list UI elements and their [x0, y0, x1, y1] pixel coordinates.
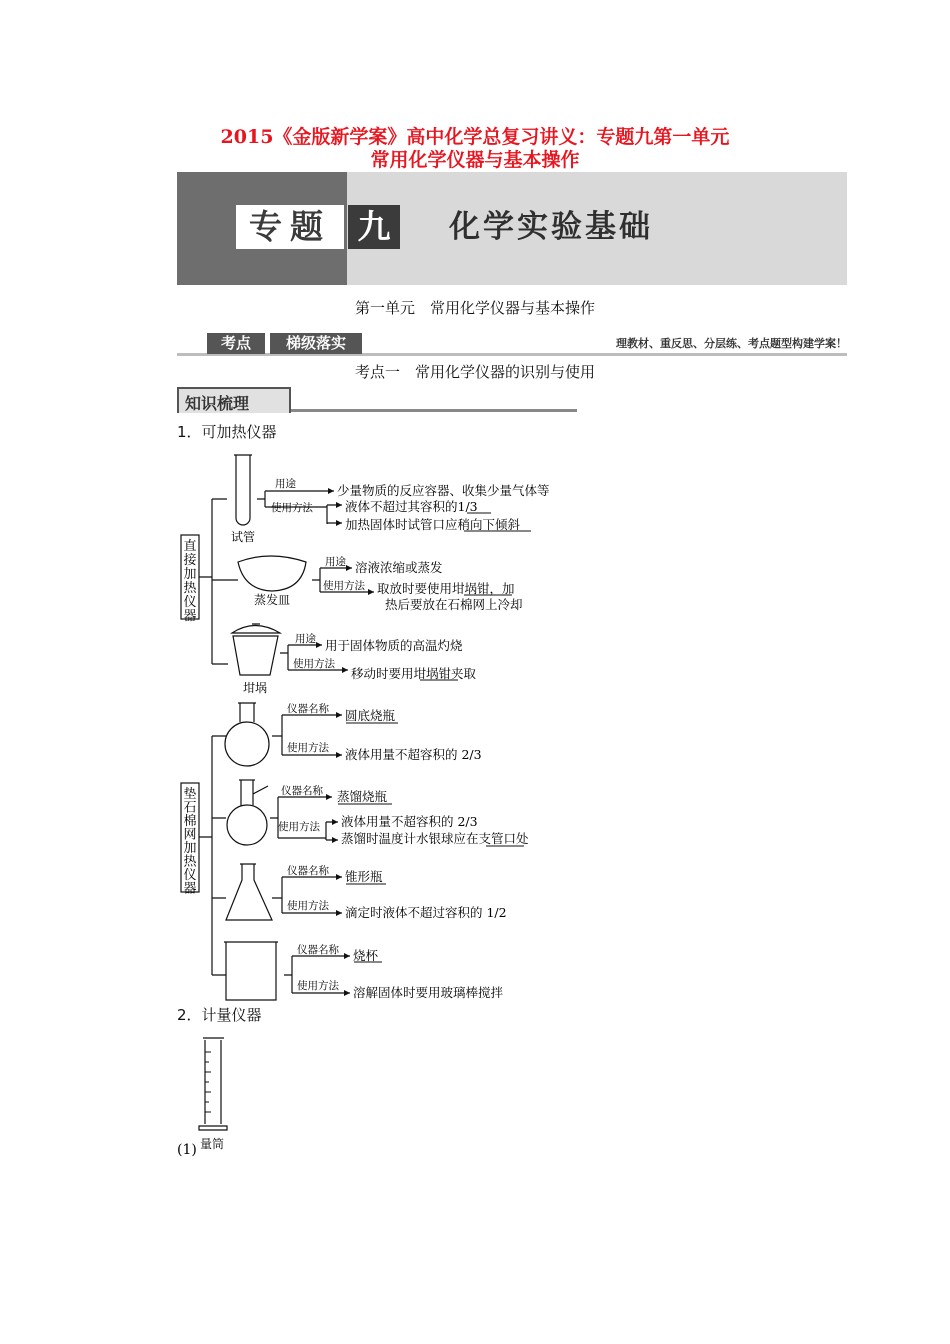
- dist-flask-method-1: 液体用量不超容积的 2/3: [341, 814, 478, 829]
- group2-char-3: 棉: [183, 814, 197, 829]
- dish-method-1: 取放时要使用坩埚钳，加: [377, 581, 515, 596]
- section-heating: 1．可加热仪器: [177, 423, 277, 441]
- beaker-method: 溶解固体时要用玻璃棒搅拌: [353, 985, 504, 1000]
- dish-method-label: 使用方法: [323, 580, 365, 592]
- beaker-name: 烧杯: [353, 948, 379, 963]
- kaodian-title: 考点一 常用化学仪器的识别与使用: [354, 363, 595, 381]
- group2-char-5: 加: [183, 841, 197, 856]
- rb-flask-name: 圆底烧瓶: [345, 708, 396, 723]
- group1-char-5: 仪: [183, 595, 197, 610]
- group1-char-4: 热: [183, 581, 197, 596]
- test-tube-use-label: 用途: [275, 478, 296, 490]
- distillation-flask-icon: [227, 780, 268, 845]
- tiji-tag: 梯级落实: [270, 333, 362, 354]
- group1-char-1: 直: [183, 539, 197, 554]
- dist-flask-name-label: 仪器名称: [281, 785, 323, 797]
- beaker-method-label: 使用方法: [297, 980, 339, 992]
- test-tube-name: 试管: [230, 530, 256, 544]
- erlenmeyer-name-label: 仪器名称: [287, 865, 329, 877]
- group2-char-4: 网: [183, 827, 197, 843]
- section-measuring: 2．计量仪器: [177, 1006, 262, 1024]
- dist-flask-method-2: 蒸馏时温度计水银球应在支管口处: [341, 831, 529, 846]
- erlenmeyer-method-label: 使用方法: [287, 900, 329, 912]
- evaporating-dish-icon: [238, 556, 306, 591]
- dish-use-label: 用途: [325, 556, 346, 568]
- rb-flask-method: 液体用量不超容积的 2/3: [345, 747, 482, 762]
- group2-char-8: 器: [183, 881, 197, 897]
- rb-flask-method-label: 使用方法: [287, 742, 329, 754]
- group1-char-2: 接: [183, 553, 197, 568]
- kaodian-tag: 考点: [207, 333, 265, 354]
- group1-char-6: 器: [183, 609, 197, 624]
- dish-use: 溶液浓缩或蒸发: [355, 560, 443, 575]
- crucible-use-label: 用途: [295, 633, 316, 645]
- crucible-use: 用于固体物质的高温灼烧: [325, 638, 463, 653]
- test-tube-method-2: 加热固体时试管口应稍向下倾斜: [345, 517, 521, 532]
- cylinder-name: 量筒: [200, 1137, 225, 1151]
- banner-chip-zhuanti: 专题: [236, 205, 344, 249]
- banner-title: 化学实验基础: [449, 209, 653, 245]
- round-flask-icon: [225, 703, 269, 766]
- dist-flask-name: 蒸馏烧瓶: [337, 789, 388, 804]
- group1-char-3: 加: [183, 567, 197, 582]
- dish-name: 蒸发皿: [253, 593, 291, 607]
- test-tube-method-1: 液体不超过其容积的1/3: [345, 499, 478, 514]
- unit-title: 第一单元 常用化学仪器与基本操作: [354, 299, 595, 317]
- test-tube-use: 少量物质的反应容器、收集少量气体等: [337, 483, 550, 498]
- rb-flask-name-label: 仪器名称: [287, 703, 329, 715]
- crucible-method-1: 移动时要用坩埚钳夹取: [351, 666, 477, 681]
- crucible-method-label: 使用方法: [293, 658, 335, 670]
- erlenmeyer-flask-icon: [226, 864, 272, 920]
- graduated-cylinder-icon: [199, 1038, 227, 1130]
- dish-method-2: 热后要放在石棉网上冷却: [385, 597, 523, 612]
- kaodian-slogan: 理教材、重反思、分层练、考点题型构建学案！: [616, 337, 847, 350]
- beaker-icon: [224, 942, 278, 1000]
- dist-flask-method-label: 使用方法: [278, 821, 320, 833]
- crucible-name: 坩埚: [242, 681, 268, 695]
- erlenmeyer-name: 锥形瓶: [345, 869, 383, 884]
- erlenmeyer-method: 滴定时液体不超过容积的 1/2: [345, 905, 507, 920]
- group2-char-7: 仪: [183, 868, 197, 883]
- group2-char-6: 热: [183, 854, 197, 870]
- group2-char-2: 石: [183, 800, 197, 816]
- test-tube-method-label: 使用方法: [271, 502, 313, 514]
- crucible-icon: [232, 624, 280, 675]
- knowledge-tab-label: 知识梳理: [185, 394, 250, 413]
- cylinder-number: (1): [177, 1142, 197, 1158]
- test-tube-icon: [234, 455, 252, 525]
- document-title-line1: 2015《金版新学案》高中化学总复习讲义：专题九第一单元: [220, 126, 730, 148]
- group2-char-1: 垫: [183, 787, 197, 802]
- banner-chip-number: 九: [348, 205, 400, 249]
- document-title-line2: 常用化学仪器与基本操作: [370, 149, 580, 171]
- beaker-name-label: 仪器名称: [297, 944, 339, 956]
